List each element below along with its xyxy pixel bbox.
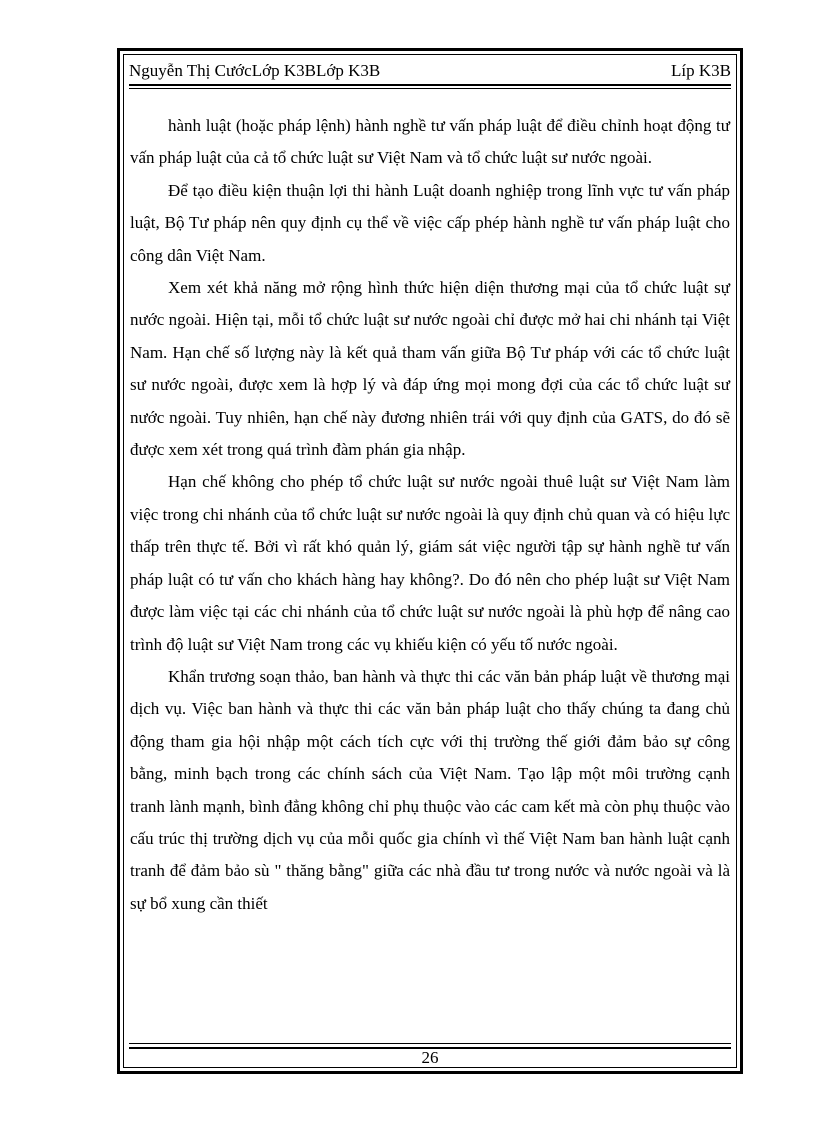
body-paragraph-5: Khẩn trương soạn thảo, ban hành và thực thi các văn bản pháp luật về thương mại dịch vụ. Việc ban hành và thực thi các văn bản pháp luật cho thấy chúng ta đang chủ động tham gia hội nhập một cách tích cực với thị trường thế giới đảm bảo sự công bằng, minh bạch trong các chính sách của Việt Nam. Tạo lập một môi trường cạnh tranh lành mạnh, bình đẳng không chỉ phụ thuộc vào các cam kết mà còn phụ thuộc vào cấu trúc thị trường dịch vụ của mỗi quốc gia chính vì thế Việt Nam ban hành luật cạnh tranh để đảm bảo sù " thăng bằng" giữa các nhà đầu tư trong nước và nước ngoài và là sự bổ xung cần thiết bbox=[130, 666, 730, 913]
header-author-class: Nguyễn Thị CướcLớp K3BLớp K3B bbox=[129, 61, 381, 80]
footer-rule-thin bbox=[129, 1043, 731, 1044]
page-number: 26 bbox=[421, 1048, 439, 1067]
body-paragraph-1: hành luật (hoặc pháp lệnh) hành nghề tư vấn pháp luật để điều chỉnh hoạt động tư vấn pháp luật của cả tổ chức luật sư Việt Nam và tổ chức luật sư nước ngoài. bbox=[130, 116, 730, 168]
header-rule-thin bbox=[129, 88, 731, 89]
body-paragraph-2: Để tạo điều kiện thuận lợi thi hành Luật doanh nghiệp trong lĩnh vực tư vấn pháp luật, Bộ Tư pháp nên quy định cụ thể về việc cấp phép hành nghề tư vấn pháp luật cho công dân Việt Nam. bbox=[130, 180, 730, 265]
body-paragraph-4: Hạn chế không cho phép tổ chức luật sư nước ngoài thuê luật sư Việt Nam làm việc trong chi nhánh của tổ chức luật sư nước ngoài là quy định chủ quan và có hiệu lực thấp trên thực tế. Bởi vì rất khó quản lý, giám sát việc người tập sự hành nghề tư vấn pháp luật có tư vấn cho khách hàng hay không?. Do đó nên cho phép luật sư Việt Nam được làm việc tại các chi nhánh của tổ chức luật sư nước ngoài là phù hợp để nâng cao trình độ luật sư Việt Nam trong các vụ khiếu kiện có yếu tố nước ngoài. bbox=[130, 472, 730, 654]
header-class-label: Líp K3B bbox=[671, 61, 731, 80]
header-rule-thick bbox=[129, 84, 731, 86]
document-body bbox=[130, 110, 730, 1030]
body-paragraph-3: Xem xét khả năng mở rộng hình thức hiện diện thương mại của tổ chức luật sự nước ngoài. Hiện tại, mỗi tổ chức luật sư nước ngoài chỉ được mở hai chi nhánh tại Việt Nam. Hạn chế số lượng này là kết quả tham vấn giữa Bộ Tư pháp với các tổ chức luật sư nước ngoài, được xem là hợp lý và đáp ứng mọi mong đợi của các tổ chức luật sư nước ngoài. Tuy nhiên, hạn chế này đương nhiên trái với quy định của GATS, do đó sẽ được xem xét trong quá trình đàm phán gia nhập. bbox=[130, 278, 730, 460]
page-header bbox=[129, 58, 731, 84]
